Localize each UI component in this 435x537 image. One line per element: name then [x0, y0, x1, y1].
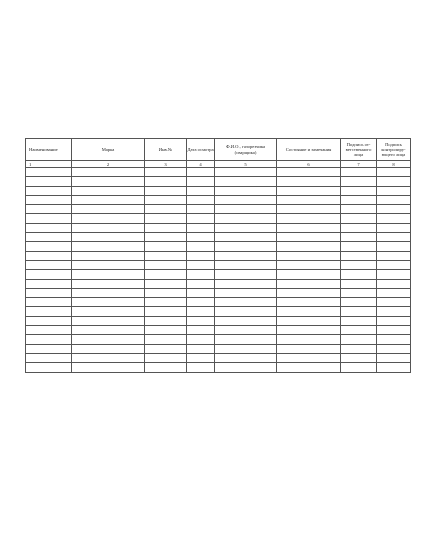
table-cell [187, 288, 215, 297]
table-cell [377, 251, 411, 260]
header-responsible-signature: Подпись от-ветственного лица [341, 139, 377, 161]
table-cell [377, 335, 411, 344]
table-cell [377, 344, 411, 353]
table-cell [377, 233, 411, 242]
table-cell [72, 288, 145, 297]
table-cell [215, 353, 277, 362]
table-cell [145, 177, 187, 186]
column-number-5: 5 [215, 161, 277, 168]
table-cell [215, 195, 277, 204]
table-cell [215, 363, 277, 372]
table-cell [377, 186, 411, 195]
header-inventory-number: Инв.№ [145, 139, 187, 161]
table-cell [377, 298, 411, 307]
table-cell [187, 260, 215, 269]
table-cell [215, 214, 277, 223]
table-cell [341, 363, 377, 372]
table-row [26, 223, 411, 232]
table-cell [72, 251, 145, 260]
table-cell [341, 195, 377, 204]
table-cell [277, 195, 341, 204]
table-cell [215, 279, 277, 288]
table-cell [26, 353, 72, 362]
table-cell [377, 363, 411, 372]
table-cell [187, 298, 215, 307]
table-cell [277, 177, 341, 186]
table-cell [277, 260, 341, 269]
table-cell [377, 288, 411, 297]
header-welder-name: Ф.И.О., газорезчика (сварщика) [215, 139, 277, 161]
table-cell [341, 270, 377, 279]
header-row [26, 139, 411, 161]
table-cell [215, 186, 277, 195]
table-cell [377, 177, 411, 186]
table-cell [72, 177, 145, 186]
table-cell [187, 233, 215, 242]
table-cell [187, 205, 215, 214]
table-cell [215, 335, 277, 344]
table-cell [187, 344, 215, 353]
table-cell [341, 335, 377, 344]
table-cell [341, 177, 377, 186]
table-cell [72, 363, 145, 372]
table-cell [215, 205, 277, 214]
table-cell [377, 260, 411, 269]
table-cell [377, 279, 411, 288]
table-cell [277, 168, 341, 177]
table-cell [72, 233, 145, 242]
table-cell [215, 168, 277, 177]
column-number-2: 2 [72, 161, 145, 168]
table-cell [72, 214, 145, 223]
table-cell [26, 326, 72, 335]
table-cell [187, 270, 215, 279]
table-cell [145, 186, 187, 195]
table-row [26, 270, 411, 279]
table-cell [26, 260, 72, 269]
table-cell [26, 186, 72, 195]
table-cell [145, 205, 187, 214]
table-row [26, 316, 411, 325]
table-cell [377, 242, 411, 251]
table-cell [26, 288, 72, 297]
table-cell [187, 177, 215, 186]
table-cell [215, 270, 277, 279]
table-cell [145, 363, 187, 372]
table-cell [145, 298, 187, 307]
table-cell [215, 223, 277, 232]
table-cell [72, 242, 145, 251]
header-brand: Марка [72, 139, 145, 161]
header-condition-remarks: Состояние и замечания [277, 139, 341, 161]
table-cell [26, 242, 72, 251]
table-cell [377, 270, 411, 279]
table-cell [377, 223, 411, 232]
table-cell [377, 214, 411, 223]
table-cell [341, 344, 377, 353]
column-number-3: 3 [145, 161, 187, 168]
table-cell [72, 279, 145, 288]
table-cell [215, 177, 277, 186]
table-row [26, 279, 411, 288]
table-cell [145, 288, 187, 297]
table-cell [277, 307, 341, 316]
table-cell [277, 335, 341, 344]
table-cell [215, 326, 277, 335]
table-cell [277, 298, 341, 307]
table-cell [341, 186, 377, 195]
table-cell [277, 186, 341, 195]
table-cell [72, 316, 145, 325]
table-row [26, 242, 411, 251]
table-cell [341, 242, 377, 251]
table-cell [72, 353, 145, 362]
table-cell [72, 270, 145, 279]
table-row [26, 307, 411, 316]
table-cell [187, 335, 215, 344]
table-cell [277, 316, 341, 325]
table-cell [377, 353, 411, 362]
table-cell [277, 363, 341, 372]
table-cell [72, 335, 145, 344]
table-cell [187, 242, 215, 251]
table-cell [187, 223, 215, 232]
table-cell [187, 279, 215, 288]
header-controller-signature: Подпись контролиру-ющего лица [377, 139, 411, 161]
table-cell [72, 195, 145, 204]
table-cell [341, 279, 377, 288]
table-cell [215, 233, 277, 242]
table-cell [26, 316, 72, 325]
table-cell [187, 326, 215, 335]
table-cell [277, 233, 341, 242]
table-row [26, 260, 411, 269]
table-cell [341, 298, 377, 307]
table-cell [377, 316, 411, 325]
table-cell [341, 233, 377, 242]
table-cell [341, 260, 377, 269]
table-cell [72, 168, 145, 177]
table-row [26, 363, 411, 372]
table-cell [72, 186, 145, 195]
table-cell [187, 353, 215, 362]
column-number-7: 7 [341, 161, 377, 168]
table-cell [26, 279, 72, 288]
table-cell [26, 298, 72, 307]
table-cell [341, 251, 377, 260]
table-cell [145, 270, 187, 279]
table-cell [341, 316, 377, 325]
table-row [26, 177, 411, 186]
table-cell [26, 270, 72, 279]
table-cell [277, 326, 341, 335]
table-cell [341, 223, 377, 232]
table-row [26, 288, 411, 297]
table-cell [187, 214, 215, 223]
table-row [26, 195, 411, 204]
table-cell [277, 279, 341, 288]
table-cell [72, 344, 145, 353]
table-cell [215, 344, 277, 353]
table-cell [187, 195, 215, 204]
column-number-row [26, 161, 411, 168]
table-cell [145, 316, 187, 325]
table-cell [377, 307, 411, 316]
table-cell [26, 335, 72, 344]
table-row [26, 186, 411, 195]
inspection-log-table [25, 138, 411, 373]
table-row [26, 335, 411, 344]
table-cell [215, 316, 277, 325]
table-cell [215, 307, 277, 316]
table-cell [145, 279, 187, 288]
table-cell [72, 307, 145, 316]
column-number-6: 6 [277, 161, 341, 168]
table-cell [72, 223, 145, 232]
table-cell [187, 186, 215, 195]
table-cell [377, 205, 411, 214]
table-cell [277, 270, 341, 279]
table-cell [277, 251, 341, 260]
table-cell [277, 353, 341, 362]
table-cell [341, 168, 377, 177]
table-cell [145, 326, 187, 335]
table-cell [215, 260, 277, 269]
table-cell [145, 251, 187, 260]
table-cell [341, 353, 377, 362]
header-inspection-date: Дата осмотра [187, 139, 215, 161]
table-cell [72, 205, 145, 214]
table-cell [377, 195, 411, 204]
table-cell [215, 298, 277, 307]
table-cell [341, 214, 377, 223]
table-cell [277, 242, 341, 251]
table-cell [341, 205, 377, 214]
table-cell [145, 242, 187, 251]
table-row [26, 168, 411, 177]
table-cell [215, 251, 277, 260]
table-cell [72, 326, 145, 335]
table-cell [26, 363, 72, 372]
table-cell [341, 288, 377, 297]
table-cell [187, 316, 215, 325]
table-cell [145, 233, 187, 242]
table-cell [277, 344, 341, 353]
table-cell [377, 168, 411, 177]
table-row [26, 214, 411, 223]
table-cell [341, 326, 377, 335]
table-cell [145, 214, 187, 223]
table-row [26, 205, 411, 214]
table-cell [26, 214, 72, 223]
table-cell [26, 195, 72, 204]
table-cell [277, 288, 341, 297]
table-row [26, 233, 411, 242]
column-number-4: 4 [187, 161, 215, 168]
table-row [26, 344, 411, 353]
table-cell [215, 288, 277, 297]
table-cell [277, 223, 341, 232]
table-cell [26, 344, 72, 353]
table-cell [145, 260, 187, 269]
table-cell [145, 195, 187, 204]
table-cell [26, 177, 72, 186]
table-cell [145, 307, 187, 316]
header-name: Наименование [26, 139, 72, 161]
table-cell [145, 353, 187, 362]
table-row [26, 298, 411, 307]
table-cell [145, 335, 187, 344]
table-cell [26, 205, 72, 214]
table-cell [26, 168, 72, 177]
table-cell [26, 233, 72, 242]
table-cell [187, 307, 215, 316]
table-cell [145, 168, 187, 177]
table-cell [187, 168, 215, 177]
table-cell [215, 242, 277, 251]
column-number-1: 1 [26, 161, 72, 168]
table-cell [145, 223, 187, 232]
table-cell [26, 307, 72, 316]
table-cell [341, 307, 377, 316]
table-row [26, 353, 411, 362]
table-cell [377, 326, 411, 335]
table-cell [187, 251, 215, 260]
table-cell [26, 223, 72, 232]
table-cell [72, 260, 145, 269]
table-row [26, 251, 411, 260]
table-row [26, 326, 411, 335]
table-cell [26, 251, 72, 260]
table-cell [277, 214, 341, 223]
table-cell [187, 363, 215, 372]
table-cell [277, 205, 341, 214]
table-cell [145, 344, 187, 353]
column-number-8: 8 [377, 161, 411, 168]
table-cell [72, 298, 145, 307]
